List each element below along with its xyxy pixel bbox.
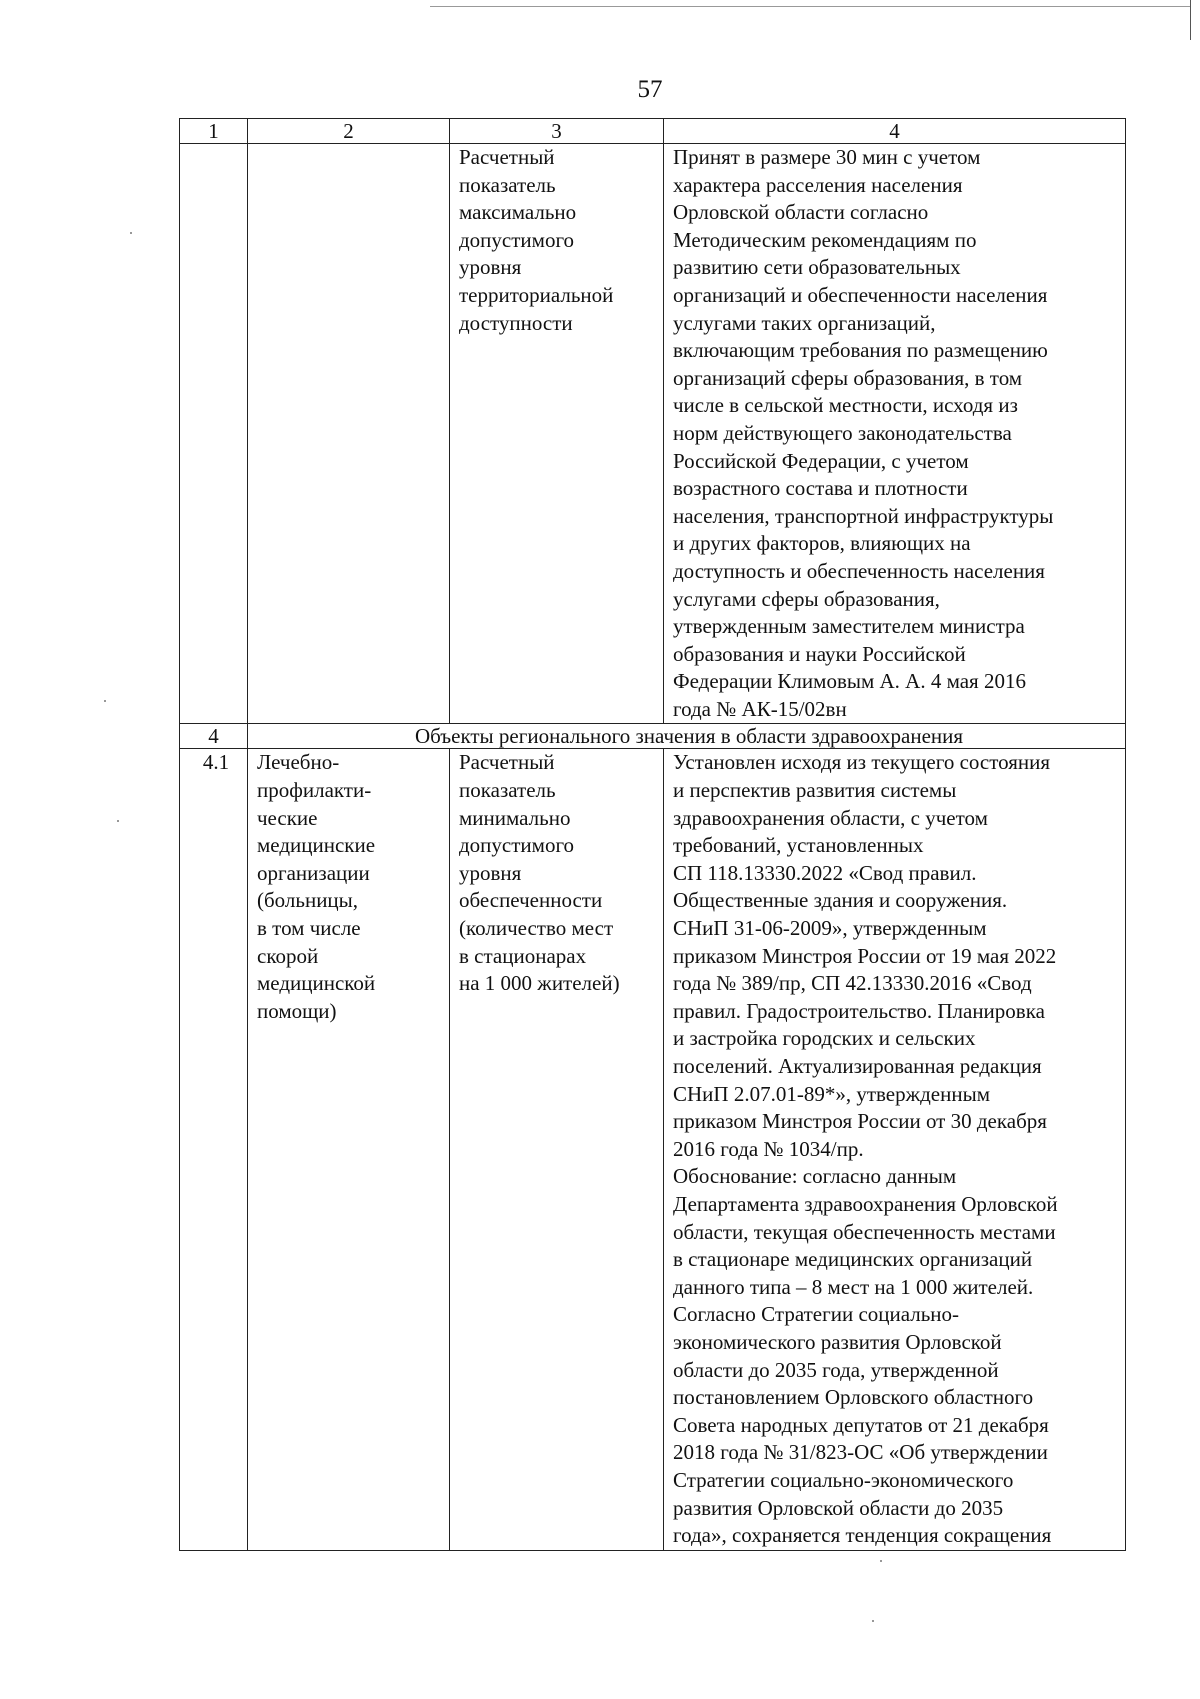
justification-cell [664,749,1126,1550]
text-line: и застройка городских и сельских [673,1026,976,1051]
text-line: Расчетный [459,750,555,775]
text-line: года № 389/пр, СП 42.13330.2016 «Свод [673,971,1032,996]
section-number: 4 [180,724,248,749]
text-line: помощи) [257,998,337,1023]
text-line: ческие [257,805,318,830]
text-line: требований, установленных [673,833,924,858]
text-line: развития Орловской области до 2035 [673,1495,1004,1520]
text-line: в стационарах [459,943,587,968]
text-line: и перспектив развития системы [673,778,957,803]
text-line: правил. Градостроительство. Планировка [673,998,1045,1023]
text-line: характера расселения населения [673,172,963,197]
text-line: Лечебно- [257,750,340,775]
header-col-1: 1 [180,119,248,144]
text-line: года № АК-15/02вн [673,696,847,721]
text-line: приказом Минстроя России от 19 мая 2022 [673,943,1057,968]
text-line: экономического развития Орловской [673,1329,1002,1354]
text-line: приказом Минстроя России от 30 декабря [673,1109,1047,1134]
text-line: доступность и обеспеченность населения [673,558,1045,583]
text-line: допустимого [459,227,575,252]
text-line: данного типа – 8 мест на 1 000 жителей. [673,1274,1034,1299]
text-line: СП 118.13330.2022 «Свод правил. [673,860,977,885]
text-line: на 1 000 жителей) [459,971,620,996]
text-line: включающим требования по размещению [673,338,1048,363]
text-line: обеспеченности [459,888,603,913]
text-line: постановлением Орловского областного [673,1385,1034,1410]
indicator-cell [450,749,664,1550]
text-line: Расчетный [459,145,555,169]
text-line: области, текущая обеспеченность местами [673,1219,1056,1244]
scan-edge-line [1190,0,1191,40]
continuation-justification-cell [664,144,1126,724]
text-line: Орловской области согласно [673,200,929,225]
scan-edge-line [430,6,1190,7]
section-row [180,724,1126,749]
table-row [180,749,1126,1550]
text-line: Стратегии социально-экономического [673,1467,1014,1492]
text-line: Методическим рекомендациям по [673,227,977,252]
header-col-3: 3 [450,119,664,144]
text-line: организаций и обеспеченности населения [673,282,1048,307]
text-line: 2016 года № 1034/пр. [673,1136,864,1161]
header-col-2: 2 [248,119,450,144]
text-line: Департамента здравоохранения Орловской [673,1191,1058,1216]
text-line: области до 2035 года, утвержденной [673,1357,999,1382]
section-title: Объекты регионального значения в области здравоохранения [248,724,1126,749]
continuation-col-1 [180,144,248,724]
text-line: (количество мест [459,916,614,941]
text-line: организаций сферы образования, в том [673,365,1023,390]
text-line: поселений. Актуализированная редакция [673,1054,1042,1078]
text-line: и других факторов, влияющих на [673,531,971,556]
text-line: Установлен исходя из текущего состояния [673,750,1051,775]
scan-speck [117,820,119,822]
page-number: 57 [637,76,663,103]
text-line: СНиП 31-06-2009», утвержденным [673,916,987,941]
text-line: здравоохранения области, с учетом [673,805,988,830]
text-line: минимально [459,805,571,830]
text-line: населения, транспортной инфраструктуры [673,503,1054,528]
text-line: развитию сети образовательных [673,255,961,280]
header-col-4: 4 [664,119,1126,144]
text-line: скорой [257,943,319,968]
text-line: услугами таких организаций, [673,310,936,335]
text-line: СНиП 2.07.01-89*», утвержденным [673,1081,990,1106]
text-line: утвержденным заместителем министра [673,614,1025,639]
text-line: организации [257,860,370,885]
continuation-indicator-cell [450,144,664,724]
text-line: в стационаре медицинских организаций [673,1247,1033,1272]
text-line: числе в сельской местности, исходя из [673,393,1018,418]
object-type-cell [248,749,450,1550]
text-line: доступности [459,310,573,335]
text-line: 2018 года № 31/823-ОС «Об утверждении [673,1440,1048,1465]
text-line: профилакти- [257,778,372,803]
text-line: Принят в размере 30 мин с учетом [673,145,981,169]
text-line: Общественные здания и сооружения. [673,888,1008,913]
text-line: показатель [459,172,556,197]
text-line: услугами сферы образования, [673,586,940,611]
row-number: 4.1 [180,749,248,1550]
text-line: норм действующего законодательства [673,420,1012,445]
table-row [180,144,1126,724]
text-line: Федерации Климовым А. А. 4 мая 2016 [673,669,1026,694]
text-line: допустимого [459,833,575,858]
text-line: Согласно Стратегии социально- [673,1302,960,1327]
scan-speck [872,1620,874,1622]
text-line: медицинские [257,833,376,858]
text-line: Обоснование: согласно данным [673,1164,957,1189]
text-line: возрастного состава и плотности [673,476,968,501]
table-header-row [180,119,1126,144]
text-line: территориальной [459,282,614,307]
text-line: Совета народных депутатов от 21 декабря [673,1412,1049,1437]
scan-speck [130,232,132,234]
scan-speck [880,1560,882,1562]
scan-speck [104,700,106,702]
continuation-col-2 [248,144,450,724]
text-line: уровня [459,255,522,280]
text-line: показатель [459,778,556,803]
regional-standards-table [179,118,1126,1551]
text-line: образования и науки Российской [673,641,966,666]
text-line: максимально [459,200,577,225]
text-line: (больницы, [257,888,359,913]
text-line: года», сохраняется тенденция сокращения [673,1523,1052,1548]
text-line: уровня [459,860,522,885]
text-line: в том числе [257,916,361,941]
text-line: медицинской [257,971,376,996]
text-line: Российской Федерации, с учетом [673,448,969,473]
